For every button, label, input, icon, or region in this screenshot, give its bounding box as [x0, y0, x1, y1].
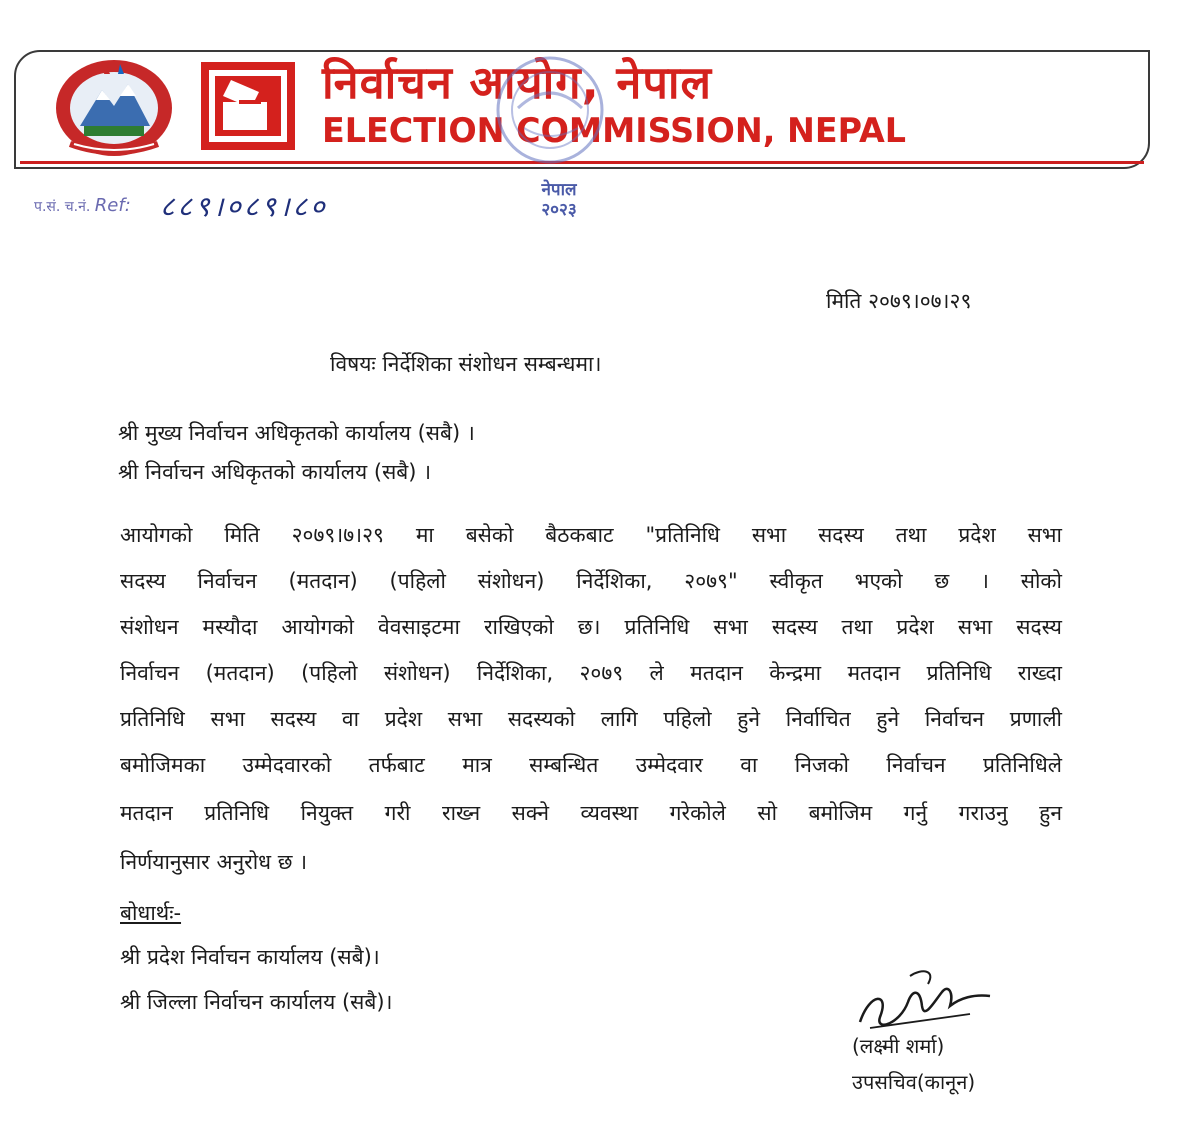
body-line: आयोगको मिति २०७९।७।२९ मा बसेको बैठकबाट "प्रतिनिधि सभा सदस्य तथा प्रदेश सभा [120, 523, 1062, 547]
body-line: निर्वाचन (मतदान) (पहिलो संशोधन) निर्देशिका, २०७९ ले मतदान केन्द्रमा मतदान प्रतिनिधि राख्दा [120, 661, 1062, 685]
reference-label [34, 196, 164, 216]
body-line: मतदान प्रतिनिधि नियुक्त गरी राख्न सक्ने व्यवस्था गरेकोले सो बमोजिम गर्नु गराउनु हुन [120, 801, 1062, 825]
addressee-line: श्री निर्वाचन अधिकृतको कार्यालय (सबै) । [118, 460, 432, 484]
signatory-title: उपसचिव(कानून) [852, 1070, 976, 1094]
reference-label-english: Ref: [94, 195, 131, 216]
signatory-name: (लक्ष्मी शर्मा) [852, 1034, 945, 1058]
stamp-text-country: नेपाल [541, 180, 577, 200]
body-line: निर्णयानुसार अनुरोध छ । [120, 850, 308, 874]
body-line: प्रतिनिधि सभा सदस्य वा प्रदेश सभा सदस्यको लागि पहिलो हुने निर्वाचित हुने निर्वाचन प्रणाली [120, 707, 1062, 731]
letter-subject: विषयः निर्देशिका संशोधन सम्बन्धमा। [330, 352, 602, 376]
cc-item: श्री प्रदेश निर्वाचन कार्यालय (सबै)। [120, 945, 380, 969]
letter-date: मिति २०७९।०७।२९ [826, 289, 972, 313]
body-line: संशोधन मस्यौदा आयोगको वेवसाइटमा राखिएको छ। प्रतिनिधि सभा सदस्य तथा प्रदेश सभा सदस्य [120, 615, 1062, 639]
cc-item: श्री जिल्ला निर्वाचन कार्यालय (सबै)। [120, 990, 393, 1014]
reference-label-nepali: प.सं. च.नं. [34, 199, 91, 215]
commission-title-english: ELECTION COMMISSION, NEPAL [322, 111, 907, 151]
body-line: बमोजिमका उम्मेदवारको तर्फबाट मात्र सम्बन्धित उम्मेदवार वा निजको निर्वाचन प्रतिनिधिले [120, 753, 1062, 777]
commission-title-nepali: निर्वाचन आयोग, नेपाल [322, 56, 713, 109]
cc-label: बोधार्थः- [120, 901, 182, 925]
stamp-text-year: २०२३ [541, 200, 577, 220]
election-commission-logo-icon [201, 62, 295, 150]
addressee-line: श्री मुख्य निर्वाचन अधिकृतको कार्यालय (सबै) । [118, 421, 475, 445]
nepal-emblem-icon [50, 56, 178, 160]
reference-number: ८८९।०८९।८० [160, 190, 328, 223]
body-line: सदस्य निर्वाचन (मतदान) (पहिलो संशोधन) निर्देशिका, २०७९" स्वीकृत भएको छ । सोको [120, 569, 1062, 593]
